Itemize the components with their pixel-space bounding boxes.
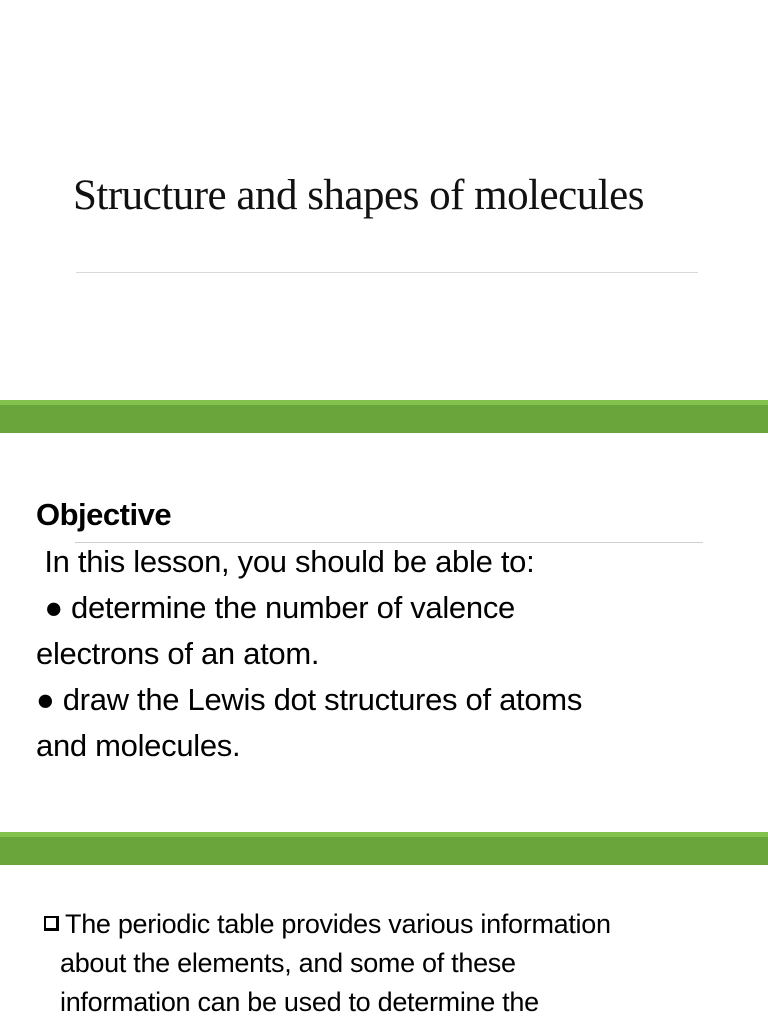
objective-body [36, 539, 736, 769]
title-slide [0, 0, 768, 400]
periodic-line-3: information can be used to determine the [60, 987, 539, 1017]
objective-bullet-2-cont: and molecules. [36, 728, 241, 763]
objective-line-intro: In this lesson, you should be able to: [36, 544, 535, 579]
objective-bullet-2: ● draw the Lewis dot structures of atoms [36, 682, 583, 717]
periodic-text [44, 905, 734, 1022]
periodic-line-1 [44, 905, 734, 944]
periodic-line-2: about the elements, and some of these [60, 948, 516, 978]
title-underline [76, 272, 698, 273]
periodic-line-1-text: The periodic table provides various information [65, 909, 611, 939]
slide-divider-2 [0, 832, 768, 865]
slide-divider-1 [0, 400, 768, 433]
slide-title: Structure and shapes of molecules [73, 172, 644, 219]
objective-bullet-1-cont: electrons of an atom. [36, 636, 320, 671]
objective-heading: Objective [36, 497, 172, 532]
objective-slide [0, 433, 768, 832]
periodic-table-slide [0, 865, 768, 1024]
checkbox-icon [44, 916, 59, 931]
objective-bullet-1: ● determine the number of valence [36, 590, 515, 625]
